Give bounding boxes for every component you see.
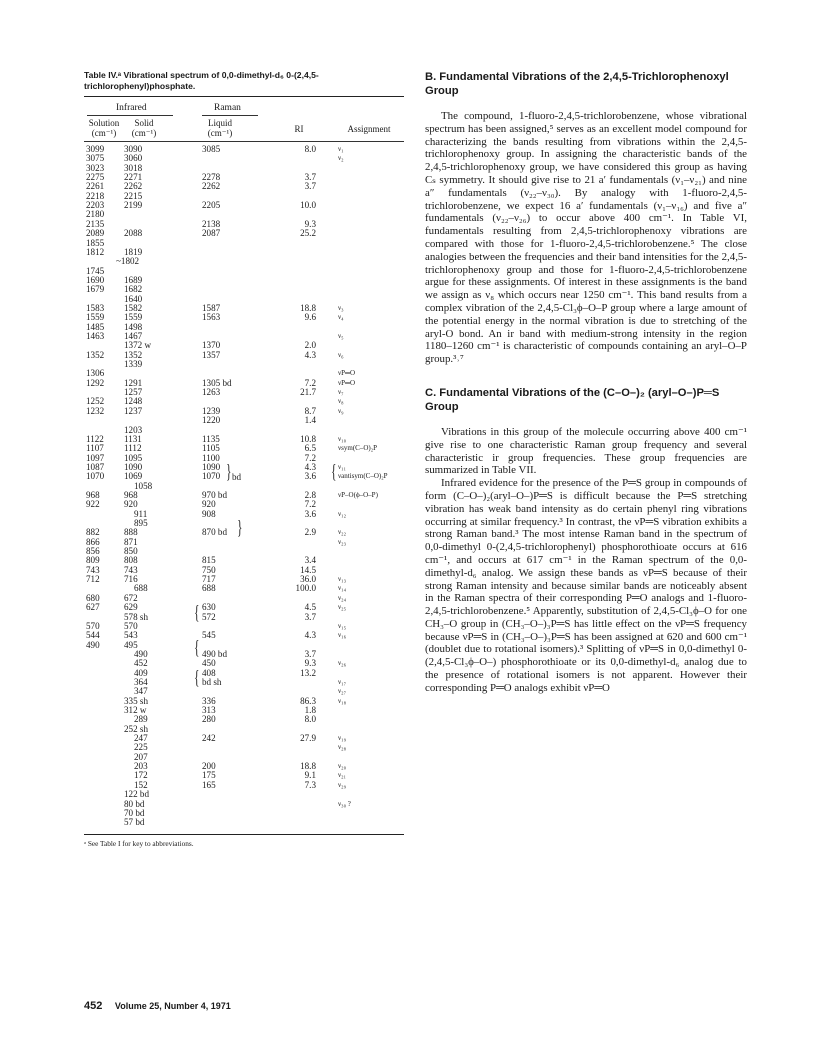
cell-ri: 7.3 [304, 779, 316, 790]
cell-ri: 2.9 [304, 527, 316, 538]
brace-870-bd: } [237, 516, 243, 539]
cell-solution: 743 [86, 564, 100, 575]
cell-ri: 9.6 [304, 312, 316, 323]
cell-solution: 856 [86, 546, 100, 557]
cell-solution: 1087 [86, 461, 105, 472]
cell-ri: 4.3 [304, 461, 316, 472]
cell-raman: 1305 bd [202, 377, 232, 388]
cell-raman: 2138 [202, 218, 221, 229]
col-ri-header: RI [294, 124, 304, 134]
cell-solid: 1058 [134, 480, 153, 491]
cell-assignment: ν₂₅ [338, 603, 347, 612]
cell-raman: 750 [202, 564, 216, 575]
cell-raman: 3085 [202, 144, 221, 154]
cell-assignment: ν₂₉ [338, 780, 347, 789]
cell-ri: 9.1 [304, 770, 316, 781]
cell-solution: 1292 [86, 377, 105, 388]
cell-ri: 18.8 [300, 302, 316, 313]
cell-solution: 809 [86, 555, 100, 566]
cell-raman: 280 [202, 714, 216, 725]
cell-ri: 6.5 [304, 443, 316, 454]
cell-solid: 152 [134, 779, 148, 790]
cell-solid: 57 bd [124, 817, 145, 828]
cell-ri: 8.0 [304, 144, 316, 154]
cell-solid: 911 [134, 508, 148, 519]
cell-solution: 1690 [86, 274, 105, 285]
cell-solution: 1232 [86, 405, 105, 416]
table-group-header [84, 100, 404, 116]
cell-assignment: νP═O [338, 369, 356, 378]
cell-solution: 712 [86, 574, 100, 585]
cell-assignment: ν₂₁ [338, 771, 347, 780]
brace-bd-sh: { [194, 667, 200, 690]
section-b-heading: B. Fundamental Vibrations of the 2,4,5-Trichlorophenoxyl Group [425, 71, 729, 97]
cell-solid: 347 [134, 686, 148, 697]
cell-assignment: ν₁₈ [338, 696, 347, 705]
cell-raman: 545 [202, 630, 216, 641]
cell-solid: 1682 [124, 284, 143, 295]
cell-solid: 871 [124, 536, 138, 547]
table-body [84, 142, 404, 834]
cell-assignment: ν₂₆ [338, 659, 347, 668]
cell-solution: 866 [86, 536, 100, 547]
cell-solid: 743 [124, 564, 138, 575]
cell-ri: 7.2 [304, 377, 316, 388]
table-row [84, 817, 404, 827]
cell-ri: 8.7 [304, 405, 316, 416]
cell-raman: 2087 [202, 228, 221, 239]
brace-antisym: { [331, 461, 337, 484]
section-c-heading: C. Fundamental Vibrations of the (C–O–)₂ (aryl–O–)P═S Group [425, 386, 720, 413]
cell-solid: 1203 [124, 424, 143, 435]
cell-raman: 1070 [202, 471, 221, 482]
cell-ri: 21.7 [300, 387, 316, 398]
cell-assignment: ν₂₄ [338, 593, 347, 602]
cell-assignment: ν₆ [338, 350, 344, 359]
cell-assignment: νP═O [338, 378, 356, 387]
cell-ri: 27.9 [300, 733, 316, 744]
cell-solution: 1812 [86, 246, 105, 257]
cell-assignment: ν₁₀ [338, 434, 347, 443]
cell-ri: 3.6 [304, 471, 316, 482]
cell-solid: 172 [134, 770, 148, 781]
cell-assignment: ν₁₉ [338, 734, 347, 743]
cell-solid: 335 sh [124, 695, 148, 706]
cell-solution: 1463 [86, 331, 105, 341]
cell-ri: 2.0 [304, 340, 316, 351]
cell-solution: 3075 [86, 153, 105, 164]
cell-solution: 1070 [86, 471, 105, 482]
cell-ri: 1.4 [304, 415, 316, 426]
cell-raman: 200 [202, 761, 216, 772]
infrared-group-label: Infrared [116, 103, 147, 113]
cell-assignment: νP–O(ϕ–O–P) [338, 490, 378, 499]
cell-raman: 1220 [202, 415, 221, 426]
cell-solid: 1819 [124, 246, 143, 257]
cell-ri: 3.7 [304, 648, 316, 659]
cell-raman: 242 [202, 733, 216, 744]
cell-ri: 36.0 [300, 574, 316, 585]
cell-solution: 1107 [86, 443, 104, 454]
cell-assignment: ν₁₅ [338, 621, 347, 630]
cell-solid: 570 [124, 620, 138, 631]
cell-raman: 1105 [202, 443, 220, 454]
cell-solid: 716 [124, 574, 138, 585]
cell-raman: 1090 [202, 461, 221, 472]
cell-raman: 717 [202, 574, 216, 585]
cell-assignment: ν₁₂ [338, 509, 347, 518]
cell-assignment: ν₃ [338, 303, 344, 312]
page-number: 452 [84, 1000, 103, 1012]
cell-solid: 888 [124, 527, 138, 538]
cell-solid: 1257 [124, 387, 143, 398]
cell-solid: 70 bd [124, 807, 145, 818]
cell-solid: 1689 [124, 274, 143, 285]
cell-raman: 2205 [202, 200, 221, 211]
cell-solution: 1679 [86, 284, 105, 295]
cell-raman: 490 bd [202, 648, 228, 659]
cell-solid: 672 [124, 592, 138, 603]
cell-solution: 490 [86, 639, 100, 650]
cell-assignment: ν₃₀ ? [338, 799, 351, 808]
cell-solid: 225 [134, 742, 148, 753]
cell-raman: 920 [202, 499, 216, 510]
cell-solution: 1485 [86, 321, 105, 332]
cell-solid: 495 [124, 639, 138, 650]
cell-ri: 100.0 [295, 583, 316, 594]
cell-ri: 13.2 [300, 667, 316, 678]
col-solution-header: Solution (cm⁻¹) [88, 118, 120, 138]
cell-assignment: ν₂₀ [338, 762, 347, 771]
table-top-rule [84, 96, 404, 97]
cell-solution: 1583 [86, 302, 105, 313]
cell-raman: 908 [202, 508, 216, 519]
cell-solution: 570 [86, 620, 100, 631]
section-c-paragraph-2: Infrared evidence for the presence of the P═S group in compounds of form (C–O–)₂(aryl–O–)P═S is difficult because the P═S stretching vibration has weak band intensity as do certain phenyl ring vibrations occurring at similar frequency.³ In contrast, the νP═S vibration exhibits a strong Raman band.³ The most intense Raman band in the spectrum of 0,0-dimethyl 0-(2,4,5-trichlorophenyl) phosphorothioate occurs at 616 cm⁻¹, and occurs at 617 cm⁻¹ in the Raman spectrum of the 0,0-dimethyl-d₆ analog. We assign these bands as νP═S because of their strong Raman intensity and because similar bands are noticeably absent in the Raman spectra of their corresponding P═O analogs and 1-fluoro-2,4,5-trichlorobenzene.⁵ Apparently, substitution of 2,4,5-Cl₃ϕ–O for one CH₃–O group in (CH₃–O–)₃P═S has little effect on the νP═S frequency because νP═S in (CH₃–O–)₃P═S has been assigned at 620 and 600 cm⁻¹ (doublet due to rotational isomers).³ Splitting of νP═S in 0,0-dimethyl 0-(2,4,5-Cl₃ϕ–O–) phosphorothioate or its 0,0-dimethyl-d₆ analog due to the presence of rotational isomers is not apparent. However their corresponding P═O analogs exhibit νP═O [425, 477, 747, 694]
cell-solid: 1467 [124, 331, 143, 341]
cell-raman: 630 [202, 602, 216, 613]
cell-solid: 920 [124, 499, 138, 510]
col-liquid-header: Liquid (cm⁻¹) [207, 118, 233, 138]
cell-assignment: ν₈ [338, 397, 344, 406]
cell-solution: 882 [86, 527, 100, 538]
cell-solid: 968 [124, 489, 138, 500]
brace-490-bd: { [194, 637, 200, 660]
cell-ri: 3.7 [304, 611, 316, 622]
text-column [425, 70, 747, 695]
cell-solid: 2199 [124, 200, 143, 211]
cell-ri: 3.6 [304, 508, 316, 519]
cell-solution: 922 [86, 499, 100, 510]
cell-ri: 86.3 [300, 695, 316, 706]
cell-solid: 1112 [124, 443, 142, 454]
cell-raman: 2278 [202, 172, 221, 183]
cell-solid: 578 sh [124, 611, 148, 622]
cell-assignment: ν₁₇ [338, 677, 347, 686]
cell-ri: 3.7 [304, 181, 316, 192]
cell-assignment: ν₂ [338, 154, 344, 163]
cell-solid: 1095 [124, 452, 143, 463]
cell-solution: 544 [86, 630, 100, 641]
table-caption: Table IV.ᵃ Vibrational spectrum of 0,0-dimethyl-d₆ 0-(2,4,5-trichlorophenyl)phosphate. [84, 70, 319, 91]
cell-raman: bd sh [202, 676, 222, 687]
cell-solid: 543 [124, 630, 138, 641]
cell-solution: 2203 [86, 200, 105, 211]
cell-solid: 80 bd [124, 798, 145, 809]
cell-solid: 895 [134, 518, 148, 528]
cell-ri: 10.8 [300, 433, 316, 444]
cell-ri: 7.2 [304, 452, 316, 463]
table-bottom-rule [84, 834, 404, 835]
cell-solid: 452 [134, 658, 148, 669]
cell-solid: 289 [134, 714, 148, 725]
cell-solid: 1582 [124, 302, 143, 313]
cell-raman: 815 [202, 555, 216, 566]
cell-solution: 2275 [86, 172, 105, 183]
cell-raman: 336 [202, 695, 216, 706]
cell-solid: 3060 [124, 153, 143, 164]
bd-annotation: bd [232, 472, 242, 483]
cell-solid: 247 [134, 733, 148, 744]
cell-ri: 1.8 [304, 705, 316, 715]
cell-raman: 165 [202, 779, 216, 790]
brace-572: { [194, 601, 200, 624]
cell-ri: 3.4 [304, 555, 316, 566]
cell-ri: 9.3 [304, 218, 316, 229]
cell-ri: 9.3 [304, 658, 316, 669]
cell-raman: 572 [202, 611, 216, 622]
cell-raman: 175 [202, 770, 216, 781]
cell-assignment: νsym(C–O)₂P [338, 444, 378, 453]
cell-raman: 1370 [202, 340, 221, 351]
col-solid-header: Solid (cm⁻¹) [131, 118, 157, 138]
page-footer [84, 1000, 231, 1012]
cell-solution: 1306 [86, 368, 105, 379]
cell-raman: 1263 [202, 387, 221, 398]
col-assignment-header: Assignment [347, 124, 391, 134]
cell-raman: 313 [202, 705, 216, 715]
cell-solid: 1559 [124, 312, 143, 323]
cell-raman: 1357 [202, 349, 221, 360]
cell-ri: 18.8 [300, 761, 316, 772]
cell-solution: 1352 [86, 349, 105, 360]
cell-ri: 14.5 [300, 564, 316, 575]
cell-solid: 252 sh [124, 723, 148, 734]
cell-assignment: ν₁ [338, 145, 344, 153]
cell-raman: 408 [202, 667, 216, 678]
cell-solution: 3023 [86, 162, 105, 173]
cell-ri: 10.0 [300, 200, 316, 211]
cell-solution: 2180 [86, 209, 105, 220]
cell-solution: 2218 [86, 190, 105, 201]
cell-solution: 1745 [86, 265, 105, 276]
cell-raman: 688 [202, 583, 216, 594]
cell-solid: 2215 [124, 190, 143, 201]
cell-raman: 1100 [202, 452, 220, 463]
cell-raman: 870 bd [202, 527, 228, 538]
cell-assignment: ν₁₆ [338, 631, 347, 640]
cell-raman: 970 bd [202, 489, 228, 500]
table-region [84, 70, 404, 848]
cell-ri: 4.3 [304, 630, 316, 641]
table-column-header [84, 116, 404, 141]
cell-solution: 1097 [86, 452, 105, 463]
cell-solid: 364 [134, 676, 148, 687]
cell-solution: 2135 [86, 218, 105, 229]
section-b-paragraph: The compound, 1-fluoro-2,4,5-trichlorobenzene, whose vibrational spectrum has been assigned,⁵ serves as an excellent model compound for characterizing the bands resulting from vibrations within the 2,4,5-trichlorophenoxy group. In assigning the characteristic bands of the 2,4,5-trichlorophenoxy group, we have considered this group as having Cₛ symmetry. It should give rise to 21 a′ fundamentals (ν₁–ν₂₁) and nine a″ fundamentals (ν₂₂–ν₃₀). By analogy with 1-fluoro-2,4,5-trichlorobenzene, we expect 16 a′ fundamentals (ν₁–ν₁₆) and five a″ fundamentals (ν₂₂–ν₂₆) to occur above 400 cm⁻¹. In Table VI, fundamentals resulting from 2,4,5-trichlorophenoxy vibrations are compared with those for 1-fluoro-2,4,5-trichlorobenzene.⁵ The close analogies between the frequencies and their band intensities for the 2,4,5-trichlorophenoxy group and those for 1-fluoro-2,4,5-trichlorobenzene argue for these assignments. Of interest in these assignments is the band we assign as ν₈ which occurs near 1250 cm⁻¹. This band results from a complex vibration of the 2,4,5-Cl₃ϕ–O–P group where a large amount of the potential energy in the normal vibration is due to stretching of the aryl-O bond. An ir band with medium-strong intensity in the region 1180–1260 cm⁻¹ is characteristic of compounds containing an aryl–O–P group.³˒⁷ [425, 110, 747, 366]
cell-solution: 627 [86, 602, 100, 613]
cell-raman: 2262 [202, 181, 221, 192]
cell-solid: 3090 [124, 144, 143, 154]
cell-assignment: ν₂₂ [338, 528, 347, 537]
cell-solution: 1252 [86, 396, 105, 407]
cell-solid: 850 [124, 546, 138, 557]
cell-solution: 1122 [86, 433, 104, 444]
cell-raman: 1587 [202, 302, 221, 313]
cell-assignment: ν₁₄ [338, 584, 347, 593]
cell-solid: 1498 [124, 321, 143, 332]
cell-assignment: ν₇ [338, 388, 344, 397]
cell-solution: 1559 [86, 312, 105, 323]
journal-info: Volume 25, Number 4, 1971 [114, 1001, 231, 1011]
cell-solution: 968 [86, 489, 100, 500]
cell-solid: 629 [124, 602, 138, 613]
cell-solid: 1069 [124, 471, 143, 482]
cell-solid: 1090 [124, 461, 143, 472]
cell-ri: 2.8 [304, 489, 316, 500]
table-footnote: ᵃ See Table I for key to abbreviations. [84, 839, 194, 848]
cell-solid: ~1802 [116, 256, 140, 267]
cell-assignment: ν₄ [338, 313, 344, 322]
cell-solid: 1640 [124, 293, 143, 304]
cell-solid: 1131 [124, 433, 142, 444]
cell-solid: 409 [134, 667, 148, 678]
cell-solid: 808 [124, 555, 138, 566]
cell-solid: 207 [134, 751, 148, 762]
cell-solution: 1855 [86, 237, 105, 248]
cell-ri: 4.5 [304, 602, 316, 613]
cell-solution: 680 [86, 592, 100, 603]
cell-solid: 1237 [124, 405, 143, 416]
cell-solid: 2262 [124, 181, 143, 192]
cell-solid: 312 w [124, 705, 147, 715]
cell-assignment: ν₂₃ [338, 537, 347, 546]
raman-group-label: Raman [214, 103, 241, 113]
cell-raman: 1135 [202, 433, 220, 444]
cell-assignment: ν₉ [338, 406, 344, 415]
cell-raman: 1239 [202, 405, 221, 416]
section-c-paragraph-1: Vibrations in this group of the molecule occurring above 400 cm⁻¹ give rise to one characteristic Raman group frequency and several characteristic ir group frequencies. These group frequencies are summarized in Table VII. [425, 425, 747, 477]
cell-assignment: ν₁₁ [338, 462, 347, 471]
cell-raman: 450 [202, 658, 216, 669]
cell-assignment: ν₅ [338, 332, 344, 340]
cell-assignment: νantisym(C–O)₂P [338, 472, 388, 481]
cell-solid: 203 [134, 761, 148, 772]
cell-solution: 2261 [86, 181, 105, 192]
cell-solid: 1248 [124, 396, 143, 407]
cell-solid: 1291 [124, 377, 143, 388]
cell-ri: 25.2 [300, 228, 316, 239]
cell-ri: 4.3 [304, 349, 316, 360]
cell-solid: 1372 w [124, 340, 152, 351]
cell-solid: 2088 [124, 228, 143, 239]
cell-solid: 122 bd [124, 789, 150, 800]
cell-assignment: ν₁₃ [338, 575, 347, 584]
cell-solid: 3018 [124, 162, 143, 173]
cell-solid: 1339 [124, 359, 143, 370]
cell-solution: 3099 [86, 144, 105, 154]
cell-ri: 8.0 [304, 714, 316, 725]
cell-raman: 1563 [202, 312, 221, 323]
cell-solid: 490 [134, 648, 148, 659]
cell-assignment: ν₂₈ [338, 743, 347, 752]
cell-solid: 1352 [124, 349, 143, 360]
cell-solution: 2089 [86, 228, 105, 239]
cell-ri: 7.2 [304, 499, 316, 510]
cell-solid: 688 [134, 583, 148, 594]
brace-1070-bd: } [226, 460, 232, 483]
cell-solid: 2271 [124, 172, 143, 183]
cell-assignment: ν₂₇ [338, 687, 347, 696]
cell-ri: 3.7 [304, 172, 316, 183]
